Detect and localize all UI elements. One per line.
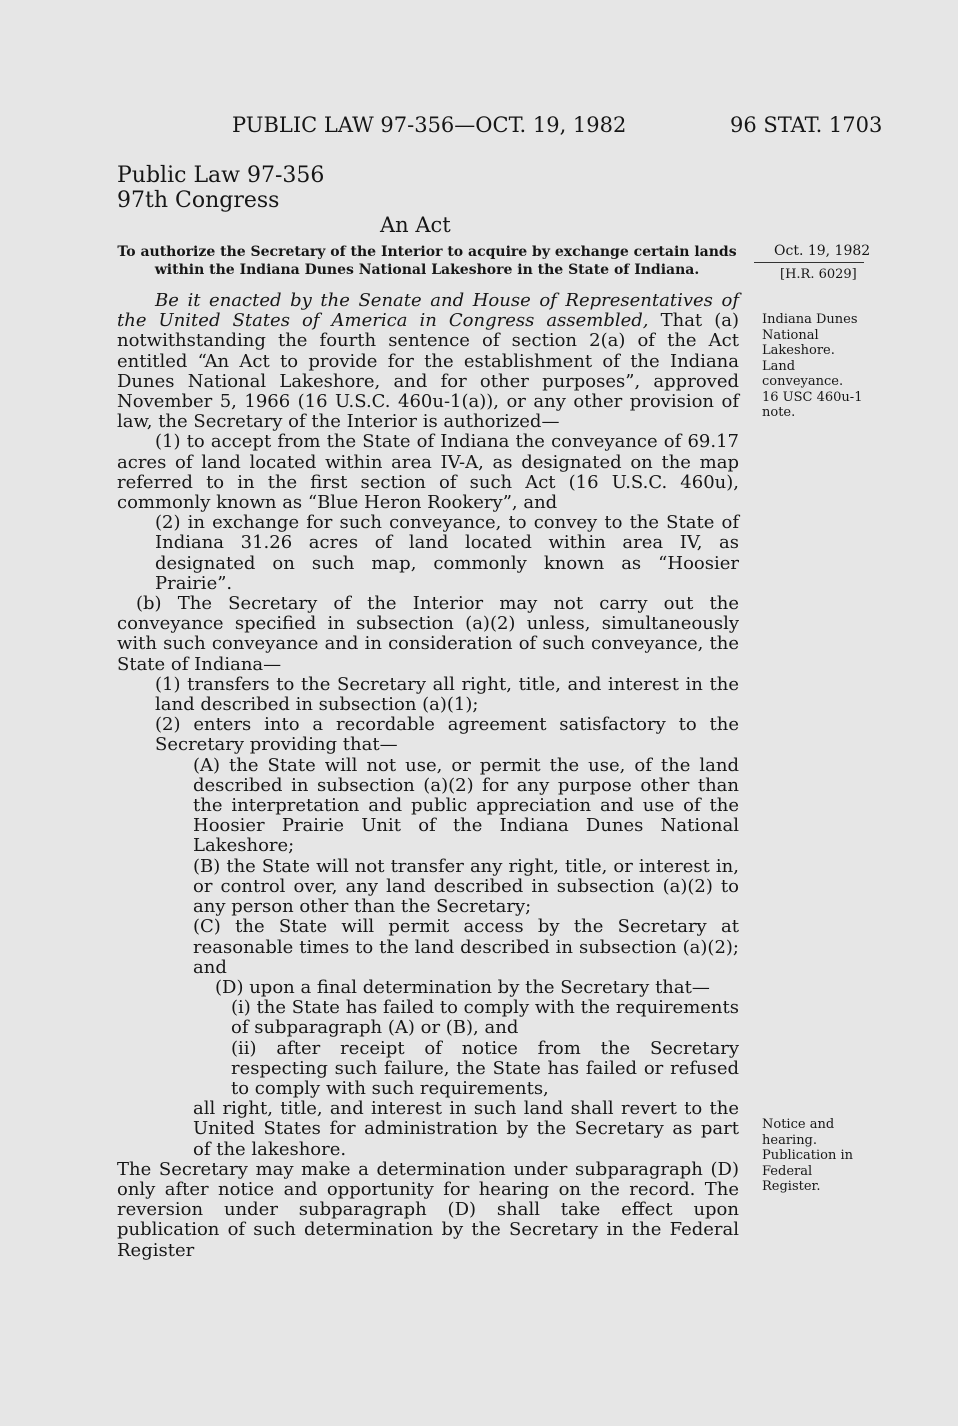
margin-date: Oct. 19, 1982 — [774, 243, 871, 259]
final-paragraph: The Secretary may make a determination under subparagraph (D) only after notice and opportunity for hearing on the record. The reversion under subparagraph (D) shall take effect upon publication of such determination by the Secretary in the Federal Register — [117, 1158, 739, 1261]
margin-note-line: Notice and — [762, 1117, 835, 1132]
subparagraph-B: (B) the State will not transfer any right, title, or interest in, or control over, any land described in subsection (a)(2) to any person other than the Secretary; — [193, 855, 739, 918]
margin-note-line: Land — [762, 358, 796, 374]
congress-label: 97th Congress — [117, 188, 280, 213]
statute-page-number: 96 STAT. 1703 — [730, 113, 883, 137]
margin-note-line: hearing. — [762, 1132, 818, 1148]
margin-note-line: note. — [762, 405, 796, 420]
paragraph-b: (b) The Secretary of the Interior may not carry out the conveyance specified in subsection (a)(2) unless, simultaneously with such conveyance and in consideration of such conveyance, the State of Indiana— — [117, 593, 739, 675]
margin-note-lakeshore — [762, 312, 880, 421]
margin-note-notice — [762, 1117, 880, 1195]
subparagraph-D: (D) upon a final determination by the Secretary that— — [215, 976, 710, 998]
act-heading: An Act — [380, 213, 451, 237]
clause-i: (i) the State has failed to comply with the requirements of subparagraph (A) or (B), and — [231, 997, 739, 1039]
margin-note-line: Register. — [762, 1179, 821, 1194]
paragraph-b2: (2) enters into a recordable agreement satisfactory to the Secretary providing that— — [155, 714, 739, 756]
margin-note-line: Publication in — [762, 1148, 854, 1163]
subparagraph-A: (A) the State will not use, or permit the use, of the land described in subsection (a)(2) for any purpose other than the interpretation and public appreciation and use of the Hoosier Prairie Unit of the Indiana Dunes National Lakeshore; — [193, 754, 739, 857]
margin-note-line: National — [762, 327, 819, 343]
act-title-text: To authorize the Secretary of the Interior to acquire by exchange certain lands within the Indiana Dunes National Lakeshore in the State of Indiana. — [117, 244, 737, 278]
paragraph-a2: (2) in exchange for such conveyance, to convey to the State of Indiana 31.26 acres of land located within area IV, as designated on such map, commonly known as “Hoosier Prairie”. — [155, 512, 739, 594]
act-body — [117, 291, 739, 1261]
margin-bill-number: [H.R. 6029] — [780, 267, 857, 282]
reversion-text: all right, title, and interest in such land shall revert to the United States for administration by the Secretary as part of the lakeshore. — [193, 1098, 739, 1160]
margin-note-line: Lakeshore. — [762, 343, 835, 358]
margin-note-line: Indiana Dunes — [762, 312, 858, 327]
margin-rule — [754, 262, 864, 263]
paragraph-b1: (1) transfers to the Secretary all right, title, and interest in the land described in subsection (a)(1); — [155, 673, 739, 716]
clause-ii: (ii) after receipt of notice from the Secretary respecting such failure, the State has failed or refused to comply with such requirements, — [231, 1037, 739, 1099]
public-law-number: Public Law 97-356 — [117, 163, 325, 188]
subparagraph-C: (C) the State will permit access by the Secretary at reasonable times to the land described in subsection (a)(2); and — [193, 916, 739, 978]
paragraph-a: That (a) notwithstanding the fourth sentence of section 2(a) of the Act entitled “An Act to provide for the establishment of the Indiana Dunes National Lakeshore, and for other purposes”, approved November 5, 1966 (16 U.S.C. 460u-1(a)), or any other provision of law, the Secretary of the Interior is authorized— — [117, 310, 739, 433]
margin-note-line: conveyance. — [762, 374, 844, 389]
enacting-clause: Be it enacted by the Senate and House of Representatives of the United States of America in Congress assembled, — [117, 290, 739, 332]
paragraph-a1: (1) to accept from the State of Indiana the conveyance of 69.17 acres of land located within area IV-A, as designated on the map referred to in the first section of such Act (16 U.S.C. 460u), commonly known as “Blue Heron Rookery”, and — [117, 431, 739, 514]
running-header-title: PUBLIC LAW 97-356—OCT. 19, 1982 — [232, 113, 627, 137]
margin-note-line: 16 USC 460u-1 — [762, 389, 863, 405]
margin-note-line: Federal — [762, 1163, 813, 1179]
